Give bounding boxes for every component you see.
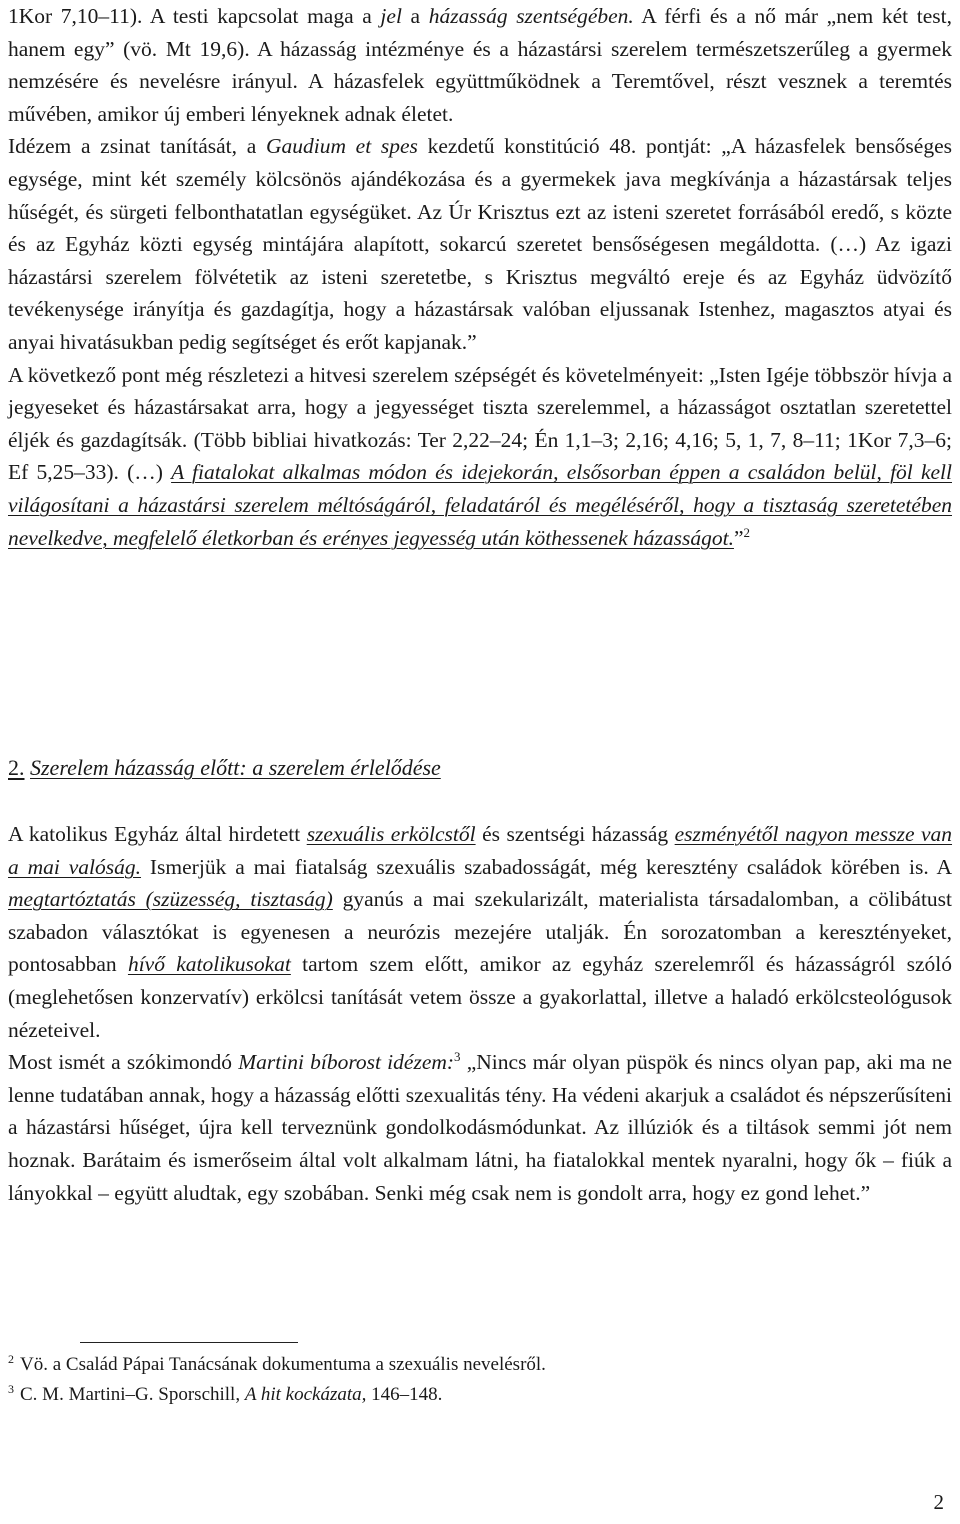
italic-underlined-run: megtartóztatás (szüzesség, tisztaság) xyxy=(8,887,333,912)
italic-run: jel xyxy=(380,4,402,28)
italic-run: házasság szentségében. xyxy=(428,4,634,28)
text-run: ” xyxy=(733,525,744,550)
text-run: 1Kor 7,10–11). A testi kapcsolat maga a xyxy=(8,4,381,28)
footnote-text: Vö. a Család Pápai Tanácsának dokumentuma a szexuális nevelésről. xyxy=(20,1354,546,1375)
footnote-text: C. M. Martini–G. Sporschill, xyxy=(20,1384,245,1405)
footnote-ref-3[interactable]: 3 xyxy=(454,1049,461,1064)
text-run: kezdetű konstitúció 48. pontját: „A házasfelek bensőséges egysége, mint két személy kölcsönös ajándékozása és a gyermekek java megkívánja a házastársak teljes hűségét, és sürgeti felbonthatatlan egységüket. Az Úr Krisztus ezt az isteni szeretet forrásából eredő, s közte és az Egyház közti egység mintájára alapított, sokarcú szeretet bensőségesen megáldotta. (…) Az igazi házastársi szerelem fölvétetik az isteni szeretetbe, s Krisztus megváltó ereje és az Egyház üdvözítő tevékenysége irányítja és gazdagítja, hogy a házastársak valóban eljussanak Istenhez, magasztos atyai és anyai hivatásukban pedig segítséget és erőt kapjanak.” xyxy=(8,134,953,354)
footnote-text: 146–148. xyxy=(366,1384,443,1405)
page-number: 2 xyxy=(933,1490,944,1514)
text-run: Most ismét a szókimondó xyxy=(8,1050,239,1075)
section-title: Szerelem házasság előtt: a szerelem érlelődése xyxy=(30,755,441,780)
footnote-2 xyxy=(8,1352,546,1378)
italic-underlined-run: eszményétől nagyon messze van a mai valóság. xyxy=(8,822,953,879)
text-run: A következő pont még részletezi a hitvesi szerelem szépségét és követelményeit: „Isten Igéje többször hívja a jegyeseket és házastársakat arra, hogy a jegyességet tiszta szerelemmel, a házasságot osztatlan szeretettel éljék és gazdagítsák. (Több bibliai hivatkozás: Ter 2,22–24; Én 1,1–3; 2,16; 4,16; 5, 1, 7, 8–11; 1Kor 7,3–6; Ef 5,25–33). (…) xyxy=(8,362,952,485)
italic-underlined-run: szexuális erkölcstől xyxy=(306,822,476,846)
footnote-number: 3 xyxy=(8,1381,14,1396)
footnote-number: 2 xyxy=(8,1351,14,1366)
text-run: Ismerjük a mai fiatalság szexuális szabadosságát, még keresztény családok körében is. A xyxy=(141,854,952,879)
italic-underlined-run: hívő katolikusokat xyxy=(127,952,291,977)
paragraph-4 xyxy=(8,818,952,1046)
text-run: tartom szem előtt, amikor az egyház szerelemről és házasságról szóló (meglehetősen konzervatív) erkölcsi tanítását vetem össze a gyakorlattal, illetve a haladó erkölcsteológusok nézeteivel. xyxy=(8,952,953,1042)
italic-underlined-run: A fiatalokat alkalmas módon és idejekorán, elsősorban éppen a családon belül, föl kell világosítani a házastársi szerelem méltóságáról, feladatáról és megéléséről, hogy a tisztaság szeretetében nevelkedve, megfelelő életkorban és erényes jegyesség után köthessenek házasságot. xyxy=(8,460,952,550)
italic-run: Gaudium et spes xyxy=(265,134,418,159)
section-number: 2. xyxy=(8,755,25,780)
text-run: gyanús a mai szekularizált, materialista társadalomban, a cölibátust szabadon választókat is egyenesen a neurózis mezejére utalják. Én sorozatomban a keresztényeket, pontosabban xyxy=(8,887,953,977)
footnote-ref-2[interactable]: 2 xyxy=(743,524,750,540)
body-block-1 xyxy=(8,0,952,554)
text-run: A férfi és a nő már „nem két test, hanem egy” (vö. Mt 19,6). A házasság intézménye és a házastársi szerelem természetszerűleg a gyermek nemzésére és nevelésre irányul. A házasfelek együttműködnek a Teremtővel, részt vesznek a teremtés művében, amikor új emberi lényeknek adnak életet. xyxy=(8,4,952,126)
paragraph-1 xyxy=(8,0,952,130)
body-block-2 xyxy=(8,818,952,1209)
section-heading xyxy=(8,752,441,784)
text-run: Idézem a zsinat tanítását, a xyxy=(8,134,266,159)
paragraph-2-quote xyxy=(8,130,952,358)
footnote-italic-title: A hit kockázata, xyxy=(244,1384,367,1405)
text-run: A katolikus Egyház által hirdetett xyxy=(8,822,307,846)
italic-run: Martini bíborost idézem: xyxy=(238,1050,455,1075)
footnote-3 xyxy=(8,1382,442,1408)
text-run: és szentségi házasság xyxy=(475,822,675,846)
footnote-separator xyxy=(80,1342,298,1343)
paragraph-3 xyxy=(8,359,952,555)
paragraph-5-quote xyxy=(8,1046,952,1209)
text-run: a xyxy=(401,4,429,28)
text-run: „Nincs már olyan püspök és nincs olyan pap, aki ma ne lenne tudatában annak, hogy a házasság előtti szexualitás tény. Ha védeni akarjuk a családot és népszerűsíteni a házastársi hűséget, újra kell terveznünk gondolkodásmódunkat. Az illúziók és a tiltások semmi jót nem hoznak. Barátaim és ismerőseim által volt alkalmam látni, ha fiatalokkal mentek nyaralni, hogy ők – fiúk a lányokkal – együtt aludtak, egy szobában. Senki még csak nem is gondolt arra, hogy ez gond lehet.” xyxy=(8,1050,952,1205)
